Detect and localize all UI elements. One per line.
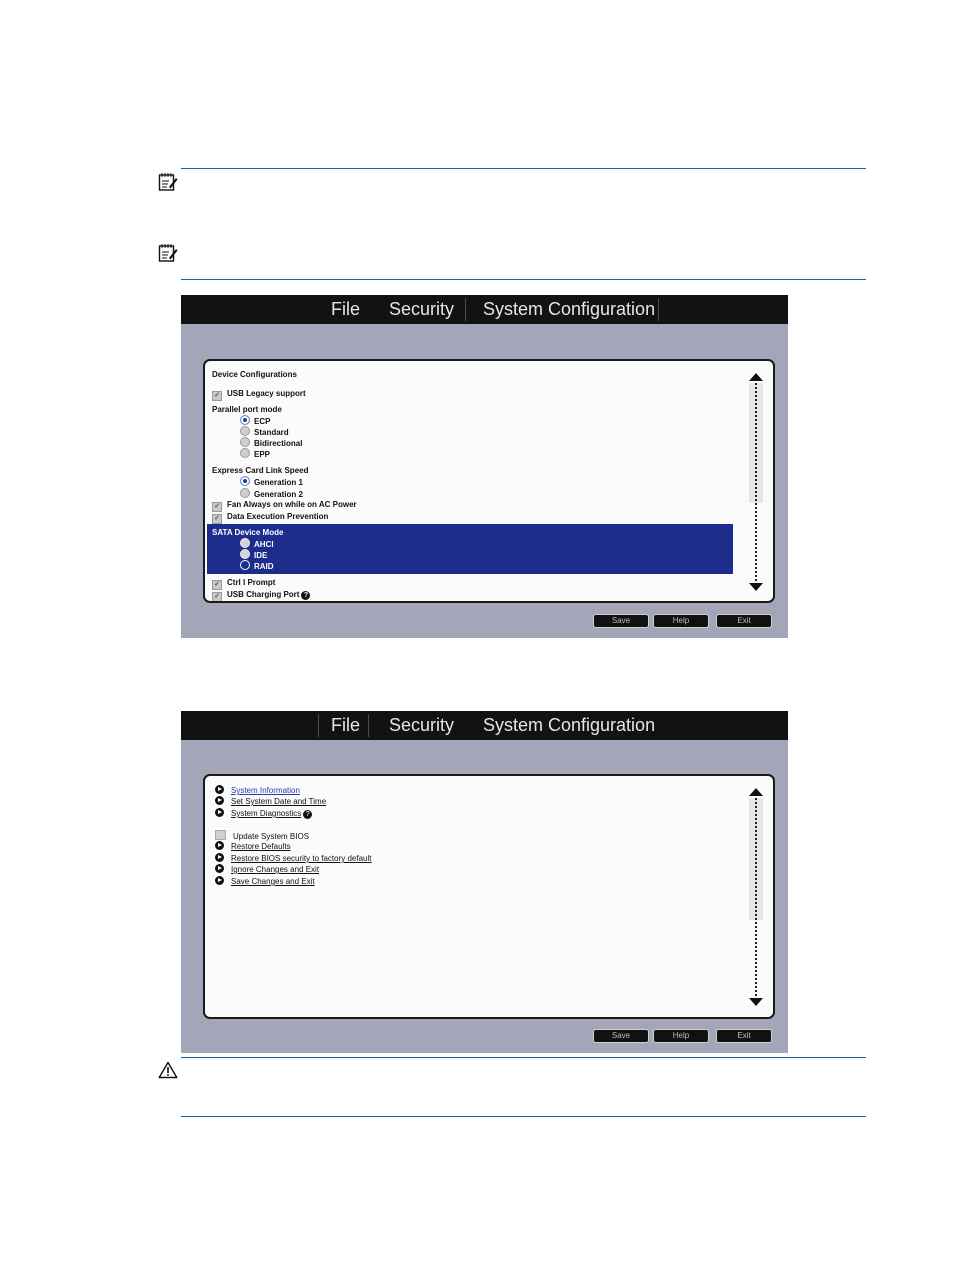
menu-item-ignore-changes-exit[interactable] <box>215 864 319 875</box>
option-label: ECP <box>254 417 271 426</box>
menu-system-configuration[interactable]: System Configuration <box>483 715 656 735</box>
panel-title: Device Configurations <box>212 370 297 379</box>
help-button[interactable]: Help <box>653 614 709 628</box>
menu-item-system-information[interactable] <box>215 785 300 796</box>
arrow-bullet-icon <box>215 796 224 805</box>
save-button[interactable]: Save <box>593 1029 649 1043</box>
item-label: Update System BIOS <box>233 832 310 841</box>
sata-device-mode-highlight[interactable] <box>207 524 733 574</box>
express-card-label: Express Card Link Speed <box>212 466 309 475</box>
radio-icon[interactable] <box>240 538 250 548</box>
dep-label: Data Execution Prevention <box>227 512 329 521</box>
scrollbar[interactable] <box>749 373 759 591</box>
checkbox[interactable]: ✓ <box>212 391 222 401</box>
option-label: Generation 2 <box>254 490 303 499</box>
radio-icon[interactable] <box>240 560 250 570</box>
menu-item-system-diagnostics[interactable] <box>215 808 312 819</box>
checkbox[interactable]: ✓ <box>212 580 222 590</box>
arrow-bullet-icon <box>215 853 224 862</box>
option-label: RAID <box>254 562 274 571</box>
scrollbar[interactable] <box>749 788 759 1006</box>
dep-option[interactable] <box>212 511 328 524</box>
scroll-up-arrow-icon[interactable] <box>749 373 763 381</box>
note-bottom-rule <box>181 279 866 280</box>
arrow-bullet-icon <box>215 841 224 850</box>
usb-legacy-label: USB Legacy support <box>227 389 306 398</box>
help-icon[interactable]: ? <box>301 591 310 600</box>
sata-option-raid[interactable] <box>240 560 274 572</box>
option-label: EPP <box>254 450 271 459</box>
caution-bottom-rule <box>181 1116 866 1117</box>
sata-label: SATA Device Mode <box>212 528 284 537</box>
arrow-bullet-icon <box>215 785 224 794</box>
bios-screen-file-menu <box>181 711 788 1053</box>
note-icon <box>158 172 178 192</box>
menu-item-restore-bios-security[interactable] <box>215 853 372 864</box>
option-label: AHCI <box>254 540 274 549</box>
exit-button[interactable]: Exit <box>716 614 772 628</box>
menu-separator <box>318 714 319 737</box>
scrollbar-track <box>755 798 757 996</box>
caution-top-rule <box>181 1057 866 1058</box>
menu-separator <box>658 298 659 321</box>
file-menu-panel <box>203 774 775 1019</box>
menu-bar <box>181 711 788 740</box>
ctrl-prompt-label: Ctrl I Prompt <box>227 578 276 587</box>
radio-selected-icon[interactable] <box>240 415 250 425</box>
menu-security[interactable]: Security <box>389 299 455 319</box>
scroll-up-arrow-icon[interactable] <box>749 788 763 796</box>
item-label: System Diagnostics <box>231 809 302 818</box>
option-label: Standard <box>254 428 289 437</box>
item-label: Restore BIOS security to factory default <box>231 854 372 863</box>
express-option-gen1[interactable] <box>240 476 303 488</box>
usb-charging-label: USB Charging Port <box>227 590 300 599</box>
usb-charging-option[interactable] <box>212 589 310 602</box>
menu-separator <box>368 714 369 737</box>
radio-icon[interactable] <box>240 426 250 436</box>
arrow-bullet-icon <box>215 808 224 817</box>
save-button[interactable]: Save <box>593 614 649 628</box>
arrow-bullet-icon <box>215 864 224 873</box>
checkbox[interactable]: ✓ <box>212 502 222 512</box>
device-config-panel <box>203 359 775 603</box>
option-label: IDE <box>254 551 268 560</box>
help-icon[interactable]: ? <box>303 810 312 819</box>
scrollbar-track <box>755 383 757 581</box>
menu-bar <box>181 295 788 324</box>
menu-file[interactable]: File <box>331 715 361 735</box>
scroll-down-arrow-icon[interactable] <box>749 998 763 1006</box>
exit-button[interactable]: Exit <box>716 1029 772 1043</box>
item-label: System Information <box>231 786 300 795</box>
scroll-down-arrow-icon[interactable] <box>749 583 763 591</box>
radio-icon[interactable] <box>240 549 250 559</box>
disabled-item-icon <box>215 830 226 840</box>
option-label: Generation 1 <box>254 478 303 487</box>
usb-legacy-option[interactable] <box>212 388 306 401</box>
menu-security[interactable]: Security <box>389 715 455 735</box>
menu-system-configuration[interactable]: System Configuration <box>483 299 656 319</box>
item-label: Ignore Changes and Exit <box>231 865 320 874</box>
radio-icon[interactable] <box>240 488 250 498</box>
item-label: Save Changes and Exit <box>231 877 315 886</box>
radio-selected-icon[interactable] <box>240 476 250 486</box>
help-button[interactable]: Help <box>653 1029 709 1043</box>
menu-item-restore-defaults[interactable] <box>215 841 291 852</box>
bios-screen-device-config <box>181 295 788 638</box>
note-icon <box>158 243 178 263</box>
note-top-rule <box>181 168 866 169</box>
menu-item-set-date-time[interactable] <box>215 796 326 807</box>
item-label: Restore Defaults <box>231 842 291 851</box>
option-label: Bidirectional <box>254 439 303 448</box>
warning-icon <box>158 1061 178 1079</box>
checkbox[interactable]: ✓ <box>212 592 222 602</box>
menu-item-save-changes-exit[interactable] <box>215 876 315 887</box>
radio-icon[interactable] <box>240 437 250 447</box>
menu-file[interactable]: File <box>331 299 361 319</box>
radio-icon[interactable] <box>240 448 250 458</box>
parallel-port-label: Parallel port mode <box>212 405 282 414</box>
item-label: Set System Date and Time <box>231 797 327 806</box>
arrow-bullet-icon <box>215 876 224 885</box>
fan-label: Fan Always on while on AC Power <box>227 500 357 509</box>
parallel-option-epp[interactable] <box>240 448 270 460</box>
checkbox[interactable]: ✓ <box>212 514 222 524</box>
menu-separator <box>465 298 466 321</box>
